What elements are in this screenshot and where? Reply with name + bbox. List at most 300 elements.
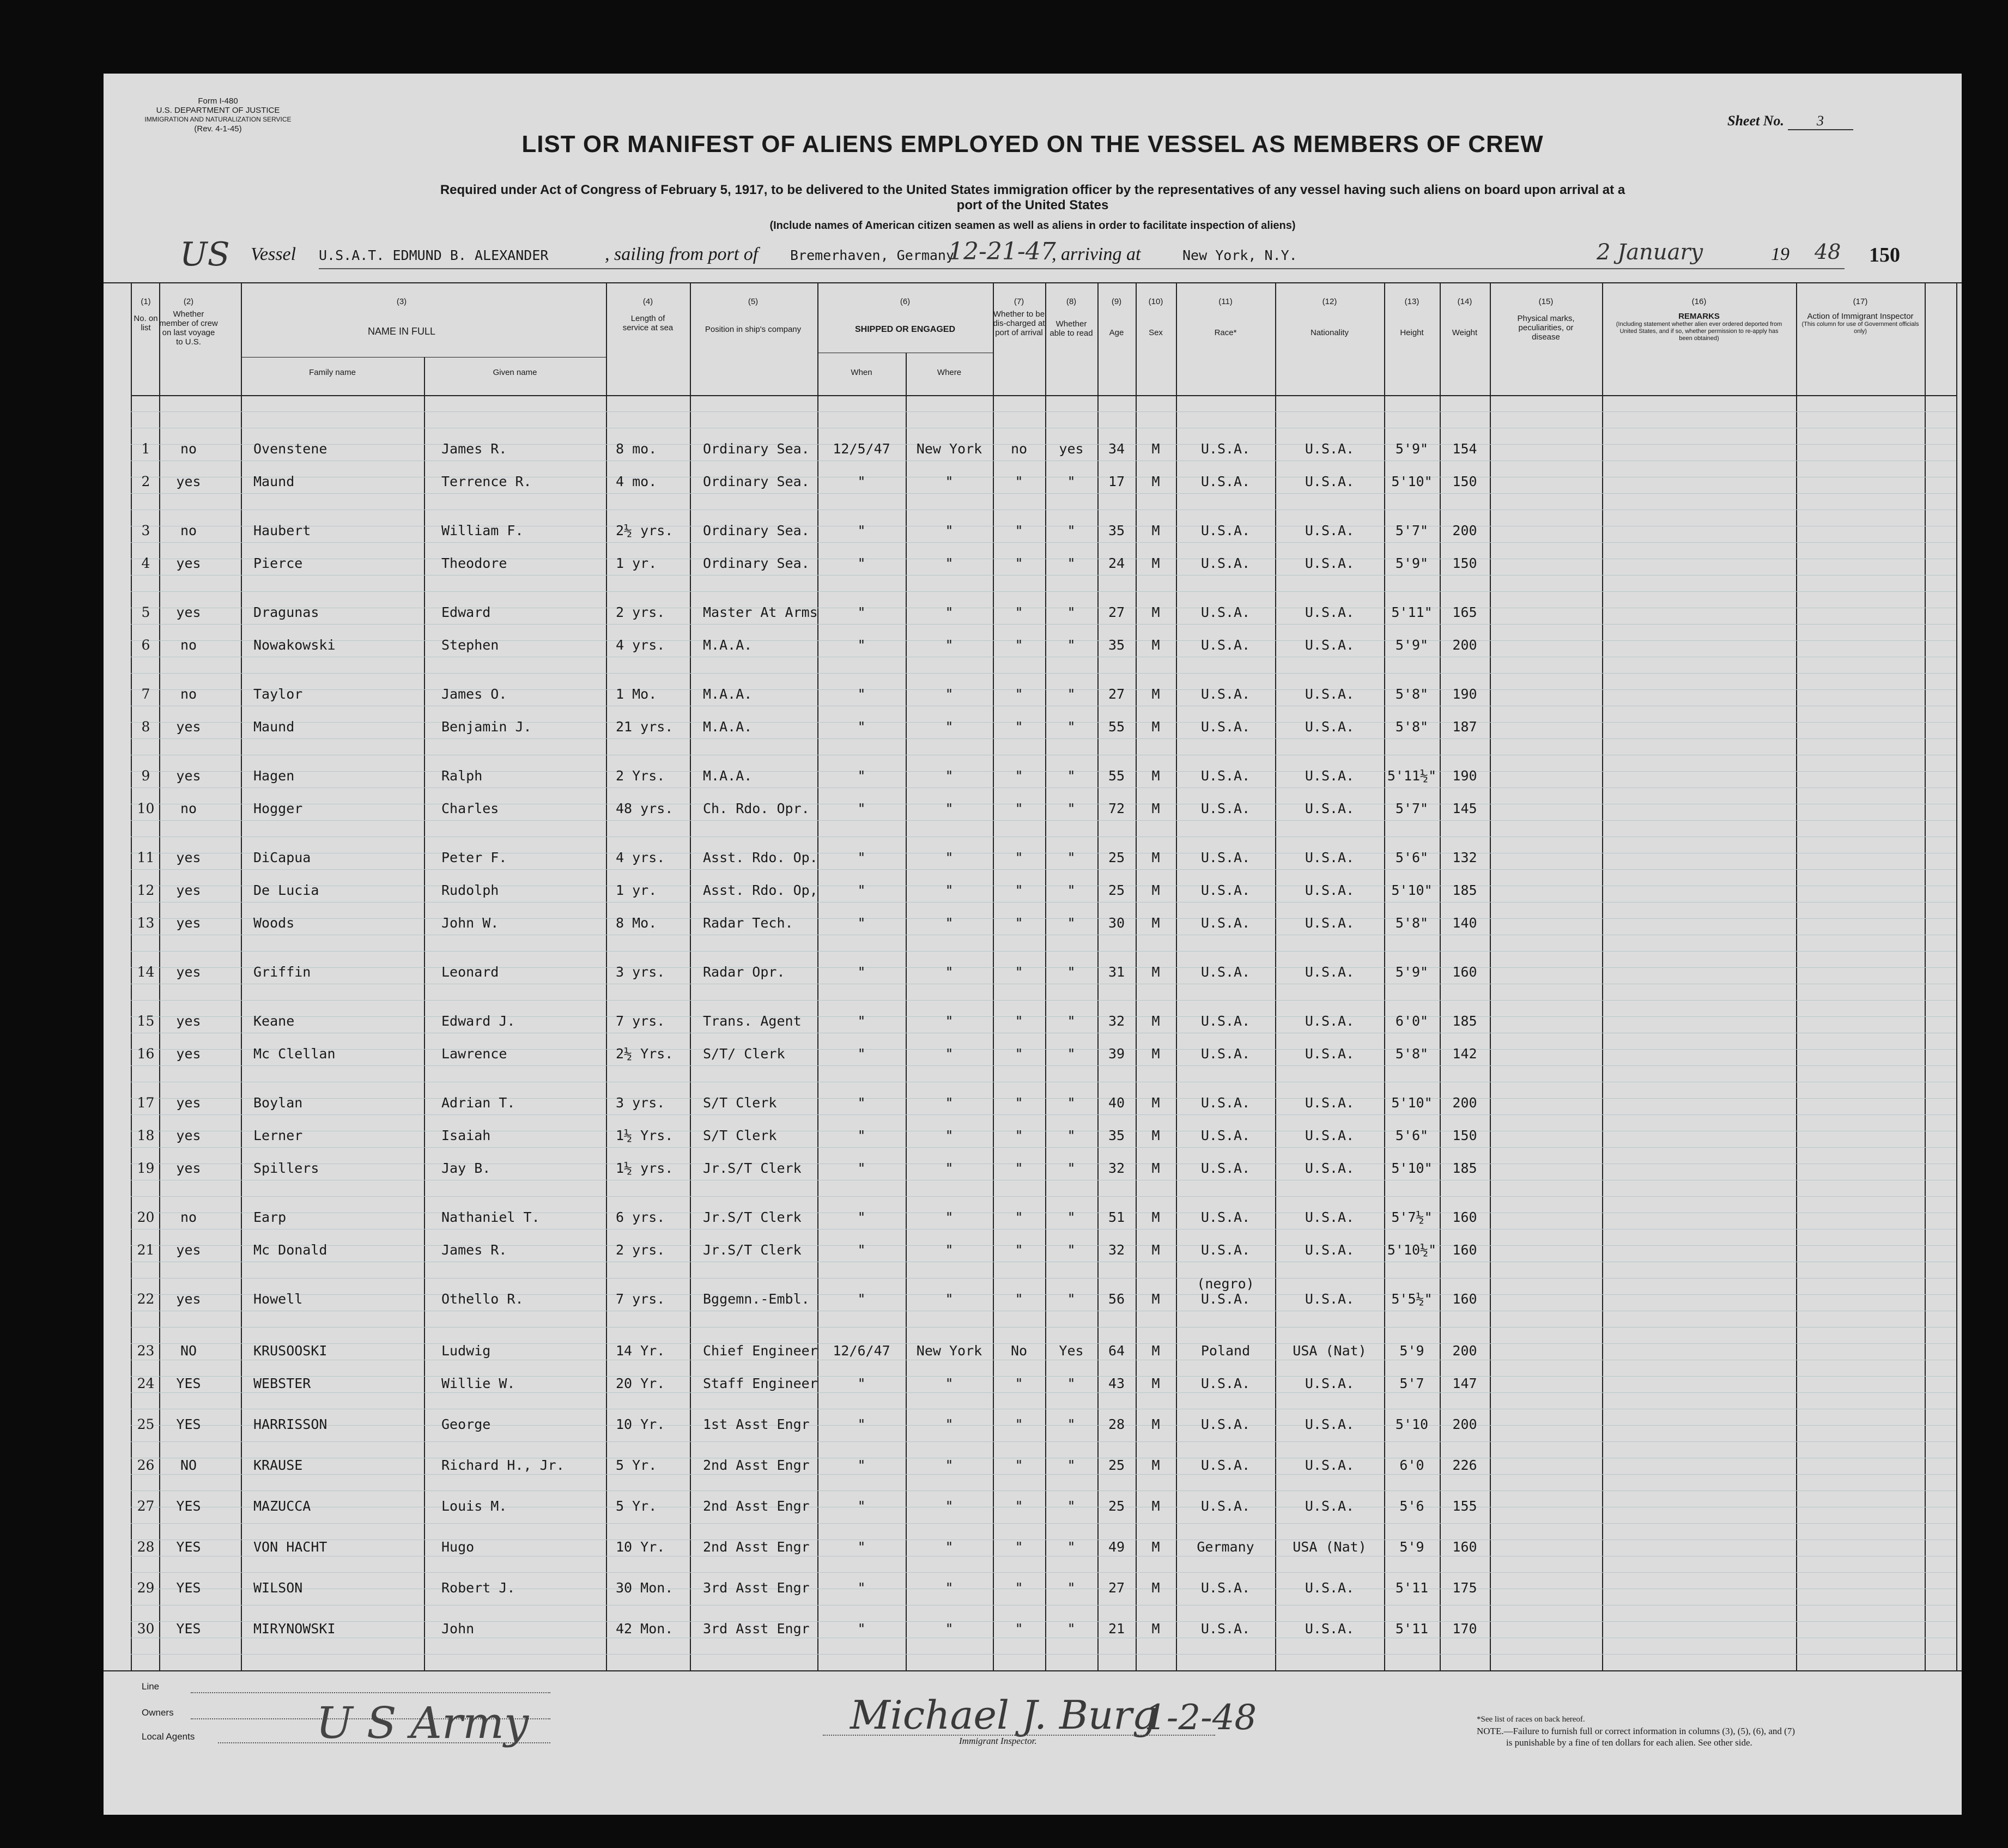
- position-cell: Ch. Rdo. Opr.: [703, 801, 810, 816]
- weight-cell: 155: [1452, 1498, 1477, 1514]
- last-voyage-cell: YES: [176, 1498, 201, 1514]
- height-cell: 5'9": [1395, 964, 1429, 980]
- position-cell: Staff Engineer: [703, 1376, 818, 1391]
- stamp-number: 150: [1869, 244, 1900, 266]
- read-cell: ": [1067, 1498, 1076, 1514]
- header-bottom-rule: [131, 395, 1956, 396]
- form-number: Form I-480: [198, 96, 238, 106]
- shipped-when-cell: ": [857, 964, 866, 980]
- height-cell: 5'10": [1391, 1160, 1433, 1176]
- given-name-cell: John W.: [441, 915, 499, 931]
- service-length-cell: 42 Mon.: [616, 1621, 674, 1637]
- sheet-value: 3: [1788, 113, 1853, 130]
- given-name-cell: Lawrence: [441, 1046, 507, 1062]
- col-1-label: No. on list: [134, 314, 158, 332]
- nationality-cell: U.S.A.: [1305, 801, 1355, 816]
- nationality-cell: U.S.A.: [1305, 1160, 1355, 1176]
- nationality-cell: U.S.A.: [1305, 474, 1355, 489]
- col-4-header: [606, 297, 690, 332]
- last-voyage-cell: YES: [176, 1621, 201, 1637]
- ruled-line: [131, 411, 1956, 412]
- row-number: 9: [141, 768, 150, 784]
- age-cell: 32: [1108, 1242, 1125, 1258]
- include-note: (Include names of American citizen seamen as well as aliens in order to facilitate inspection of aliens): [769, 220, 1296, 232]
- service-length-cell: 1 Mo.: [616, 686, 657, 702]
- col-17-number: (17): [1853, 297, 1868, 306]
- family-name-cell: Dragunas: [253, 604, 319, 620]
- given-name-cell: Nathaniel T.: [441, 1209, 540, 1225]
- position-cell: S/T/ Clerk: [703, 1046, 785, 1062]
- read-cell: ": [1067, 523, 1076, 538]
- nationality-cell: U.S.A.: [1305, 1621, 1355, 1637]
- position-cell: S/T Clerk: [703, 1095, 777, 1111]
- age-cell: 32: [1108, 1013, 1125, 1029]
- race-cell: U.S.A.: [1200, 882, 1251, 898]
- col-12-header: [1275, 297, 1384, 337]
- race-cell: U.S.A.: [1200, 1128, 1251, 1143]
- read-cell: ": [1067, 768, 1076, 784]
- discharged-cell: ": [1015, 1046, 1023, 1062]
- year-value: 48: [1815, 240, 1841, 264]
- read-cell: ": [1067, 604, 1076, 620]
- table-row: [104, 1531, 1962, 1564]
- shipped-when-cell: ": [857, 1095, 866, 1111]
- race-cell: U.S.A.: [1200, 964, 1251, 980]
- col-14-number: (14): [1457, 297, 1472, 306]
- service-length-cell: 2 Yrs.: [616, 768, 665, 784]
- row-number: 28: [137, 1539, 155, 1555]
- col-11-label: Race*: [1214, 328, 1237, 337]
- family-name-cell: Boylan: [253, 1095, 303, 1111]
- shipped-where-cell: ": [945, 1539, 954, 1555]
- table-row: [104, 1153, 1962, 1185]
- nationality-cell: U.S.A.: [1305, 1457, 1355, 1473]
- row-number: 22: [137, 1291, 155, 1307]
- col-5-label: Position in ship's company: [705, 325, 802, 334]
- col-14-label: Weight: [1452, 328, 1478, 337]
- last-voyage-cell: yes: [176, 1095, 201, 1111]
- height-cell: 5'8": [1395, 915, 1429, 931]
- shipped-where-cell: New York: [916, 1343, 982, 1359]
- shipped-where-cell: ": [945, 1416, 954, 1432]
- table-row: [104, 597, 1962, 629]
- given-name-cell: James O.: [441, 686, 507, 702]
- col-13-header: [1384, 297, 1440, 337]
- discharged-cell: ": [1015, 1498, 1023, 1514]
- discharged-cell: ": [1015, 637, 1023, 653]
- family-name-cell: Keane: [253, 1013, 295, 1029]
- position-cell: Master At Arms: [703, 604, 818, 620]
- weight-cell: 185: [1452, 1160, 1477, 1176]
- read-cell: ": [1067, 1539, 1076, 1555]
- col-16-number: (16): [1691, 297, 1707, 306]
- discharged-cell: ": [1015, 1128, 1023, 1143]
- last-voyage-cell: yes: [176, 1160, 201, 1176]
- nationality-cell: U.S.A.: [1305, 441, 1355, 457]
- read-cell: ": [1067, 1160, 1076, 1176]
- age-cell: 49: [1108, 1539, 1125, 1555]
- nationality-cell: U.S.A.: [1305, 1209, 1355, 1225]
- family-name-cell: MAZUCCA: [253, 1498, 311, 1514]
- shipped-when-cell: 12/5/47: [833, 441, 890, 457]
- last-voyage-cell: yes: [176, 1046, 201, 1062]
- discharged-cell: ": [1015, 1209, 1023, 1225]
- family-name-cell: Maund: [253, 474, 295, 489]
- height-cell: 5'6": [1395, 1128, 1429, 1143]
- given-name-cell: Ludwig: [441, 1343, 491, 1359]
- row-number: 24: [137, 1376, 155, 1391]
- family-name-cell: MIRYNOWSKI: [253, 1621, 336, 1637]
- sex-cell: M: [1151, 1160, 1160, 1176]
- sex-cell: M: [1151, 801, 1160, 816]
- row-number: 14: [137, 964, 155, 980]
- race-cell: U.S.A.: [1200, 1291, 1251, 1307]
- shipped-when-cell: ": [857, 604, 866, 620]
- footnotes: [1477, 1714, 1945, 1748]
- col-2-label: Whether member of crew on last voyage to U.S.: [159, 310, 218, 347]
- position-cell: Bggemn.-Embl.: [703, 1291, 810, 1307]
- family-name-cell: Earp: [253, 1209, 287, 1225]
- weight-cell: 160: [1452, 1209, 1477, 1225]
- position-cell: Jr.S/T Clerk: [703, 1209, 802, 1225]
- shipped-where-cell: ": [945, 1128, 954, 1143]
- shipped-when-cell: ": [857, 850, 866, 865]
- table-row: [104, 1572, 1962, 1605]
- col-15-label: Physical marks, peculiarities, or disease: [1517, 314, 1575, 342]
- col-9-number: (9): [1111, 297, 1122, 306]
- table-row: [104, 1450, 1962, 1482]
- given-name-cell: Edward J.: [441, 1013, 515, 1029]
- footnote-fine: is punishable by a fine of ten dollars for each alien. See other side.: [1506, 1737, 1752, 1748]
- read-cell: ": [1067, 801, 1076, 816]
- row-number: 19: [137, 1160, 155, 1176]
- family-name-cell: KRUSOOSKI: [253, 1343, 327, 1359]
- shipped-when-cell: ": [857, 1046, 866, 1062]
- required-line-2: port of the United States: [956, 198, 1109, 213]
- age-cell: 17: [1108, 474, 1125, 489]
- age-cell: 21: [1108, 1621, 1125, 1637]
- race-cell: Germany: [1197, 1539, 1254, 1555]
- read-cell: ": [1067, 1242, 1076, 1258]
- weight-cell: 200: [1452, 637, 1477, 653]
- position-cell: Asst. Rdo. Op.: [703, 850, 818, 865]
- table-row: [104, 842, 1962, 875]
- service-length-cell: 30 Mon.: [616, 1580, 674, 1596]
- shipped-when-cell: ": [857, 1209, 866, 1225]
- vessel-label: Vessel: [251, 244, 296, 264]
- position-cell: Jr.S/T Clerk: [703, 1160, 802, 1176]
- shipped-where-cell: ": [945, 915, 954, 931]
- col-11-header: [1176, 297, 1275, 337]
- discharged-cell: ": [1015, 523, 1023, 538]
- service-length-cell: 3 yrs.: [616, 1095, 665, 1111]
- age-cell: 72: [1108, 801, 1125, 816]
- read-cell: Yes: [1059, 1343, 1084, 1359]
- height-cell: 5'11: [1395, 1621, 1429, 1637]
- nationality-cell: U.S.A.: [1305, 1291, 1355, 1307]
- table-bottom-rule: [104, 1670, 1962, 1671]
- table-row: [104, 1335, 1962, 1368]
- position-cell: Ordinary Sea.: [703, 441, 810, 457]
- col-17-note: (This column for use of Government officials only): [1801, 321, 1919, 335]
- last-voyage-cell: no: [180, 441, 197, 457]
- col-15-header: [1490, 297, 1602, 342]
- nationality-cell: U.S.A.: [1305, 882, 1355, 898]
- age-cell: 25: [1108, 1498, 1125, 1514]
- last-voyage-cell: no: [180, 523, 197, 538]
- service-length-cell: 3 yrs.: [616, 964, 665, 980]
- last-voyage-cell: yes: [176, 768, 201, 784]
- read-cell: ": [1067, 1291, 1076, 1307]
- read-cell: ": [1067, 1416, 1076, 1432]
- age-cell: 43: [1108, 1376, 1125, 1391]
- col-16-note: (Including statement whether alien ever ordered deported from United States, and if so, whether permission to re-apply has been obtained): [1616, 321, 1782, 342]
- given-name-cell: George: [441, 1416, 491, 1432]
- discharged-cell: ": [1015, 1416, 1023, 1432]
- age-cell: 32: [1108, 1160, 1125, 1176]
- age-cell: 31: [1108, 964, 1125, 980]
- family-name-cell: Taylor: [253, 686, 303, 702]
- nationality-cell: U.S.A.: [1305, 768, 1355, 784]
- position-cell: Radar Tech.: [703, 915, 793, 931]
- read-cell: ": [1067, 1095, 1076, 1111]
- read-cell: ": [1067, 474, 1076, 489]
- read-cell: ": [1067, 1128, 1076, 1143]
- service-length-cell: 1½ Yrs.: [616, 1128, 674, 1143]
- row-number: 8: [141, 719, 150, 735]
- given-name-cell: Ralph: [441, 768, 483, 784]
- discharged-cell: ": [1015, 1457, 1023, 1473]
- table-row: [104, 466, 1962, 499]
- read-cell: ": [1067, 1621, 1076, 1637]
- family-name-cell: DiCapua: [253, 850, 311, 865]
- row-number: 25: [137, 1416, 155, 1432]
- col-6-header: [817, 297, 993, 334]
- sex-cell: M: [1151, 637, 1160, 653]
- footnote-note: NOTE.—Failure to furnish full or correct information in columns (3), (5), (6), and (7): [1477, 1726, 1795, 1736]
- read-cell: ": [1067, 964, 1076, 980]
- height-cell: 5'10½": [1387, 1242, 1437, 1258]
- shipped-where-cell: ": [945, 1095, 954, 1111]
- family-name-cell: Pierce: [253, 555, 303, 571]
- table-row: [104, 1234, 1962, 1267]
- shipped-where-cell: ": [945, 604, 954, 620]
- shipped-when-cell: ": [857, 1621, 866, 1637]
- race-cell: U.S.A.: [1200, 1046, 1251, 1062]
- shipped-when-cell: ": [857, 1457, 866, 1473]
- service-length-cell: 10 Yr.: [616, 1416, 665, 1432]
- weight-cell: 185: [1452, 1013, 1477, 1029]
- col-17-header: [1796, 297, 1925, 335]
- family-name-cell: Lerner: [253, 1128, 303, 1143]
- family-name-cell: Spillers: [253, 1160, 319, 1176]
- row-number: 26: [137, 1457, 155, 1473]
- discharged-cell: ": [1015, 686, 1023, 702]
- position-cell: M.A.A.: [703, 768, 753, 784]
- last-voyage-cell: yes: [176, 1128, 201, 1143]
- col-15-number: (15): [1538, 297, 1554, 306]
- col-3-header: [219, 297, 584, 336]
- shipped-when-cell: ": [857, 474, 866, 489]
- race-cell: U.S.A.: [1200, 1376, 1251, 1391]
- col-13-label: Height: [1400, 328, 1424, 337]
- family-name-cell: KRAUSE: [253, 1457, 303, 1473]
- weight-cell: 190: [1452, 686, 1477, 702]
- col-7-label: Whether to be dis-charged at port of arrival: [993, 310, 1045, 337]
- weight-cell: 160: [1452, 1242, 1477, 1258]
- shipped-where-cell: ": [945, 1621, 954, 1637]
- sex-cell: M: [1151, 1376, 1160, 1391]
- height-cell: 5'9: [1399, 1539, 1424, 1555]
- age-cell: 55: [1108, 768, 1125, 784]
- read-cell: ": [1067, 850, 1076, 865]
- position-cell: Chief Engineer: [703, 1343, 818, 1359]
- table-row: [104, 793, 1962, 826]
- row-number: 23: [137, 1343, 155, 1359]
- row-number: 13: [137, 915, 155, 931]
- nationality-cell: U.S.A.: [1305, 719, 1355, 735]
- height-cell: 5'8": [1395, 719, 1429, 735]
- family-name-cell: WEBSTER: [253, 1376, 311, 1391]
- service-length-cell: 7 yrs.: [616, 1013, 665, 1029]
- row-number: 2: [141, 474, 150, 489]
- shipped-when-cell: 12/6/47: [833, 1343, 890, 1359]
- position-cell: Radar Opr.: [703, 964, 785, 980]
- department-name: U.S. DEPARTMENT OF JUSTICE: [156, 106, 280, 115]
- race-note: (negro): [1197, 1276, 1254, 1292]
- discharged-cell: ": [1015, 555, 1023, 571]
- service-length-cell: 8 mo.: [616, 441, 657, 457]
- sex-cell: M: [1151, 915, 1160, 931]
- age-cell: 34: [1108, 441, 1125, 457]
- sex-cell: M: [1151, 1457, 1160, 1473]
- family-name-cell: Hagen: [253, 768, 295, 784]
- race-cell: U.S.A.: [1200, 719, 1251, 735]
- shipped-where-cell: ": [945, 523, 954, 538]
- table-row: [104, 1490, 1962, 1523]
- shipped-when-cell: ": [857, 768, 866, 784]
- manifest-sheet: [104, 74, 1962, 1815]
- read-cell: ": [1067, 1580, 1076, 1596]
- last-voyage-cell: yes: [176, 604, 201, 620]
- service-length-cell: 48 yrs.: [616, 801, 674, 816]
- sheet-number: [1727, 113, 1853, 130]
- ruled-line: [131, 1278, 1956, 1279]
- sex-cell: M: [1151, 1416, 1160, 1432]
- table-top-rule: [104, 282, 1962, 283]
- row-number: 5: [141, 604, 150, 620]
- table-row: [104, 433, 1962, 466]
- race-cell: U.S.A.: [1200, 1160, 1251, 1176]
- race-cell: U.S.A.: [1200, 1013, 1251, 1029]
- read-cell: ": [1067, 686, 1076, 702]
- row-number: 11: [137, 850, 155, 865]
- row-number: 3: [141, 523, 150, 538]
- service-length-cell: 2 yrs.: [616, 604, 665, 620]
- inspector-signature: Michael J. Burg: [850, 1692, 1157, 1738]
- given-name-cell: Rudolph: [441, 882, 499, 898]
- table-row: [104, 1087, 1962, 1120]
- race-cell: U.S.A.: [1200, 441, 1251, 457]
- nationality-cell: U.S.A.: [1305, 1580, 1355, 1596]
- table-row: [104, 629, 1962, 662]
- shipped-where-cell: ": [945, 1160, 954, 1176]
- col-9-header: [1097, 297, 1136, 337]
- sex-cell: M: [1151, 1013, 1160, 1029]
- service-name: IMMIGRATION AND NATURALIZATION SERVICE: [144, 116, 292, 123]
- last-voyage-cell: yes: [176, 850, 201, 865]
- shipped-when-cell: ": [857, 1416, 866, 1432]
- race-cell: U.S.A.: [1200, 637, 1251, 653]
- weight-cell: 160: [1452, 1539, 1477, 1555]
- height-cell: 5'7½": [1391, 1209, 1433, 1225]
- sex-cell: M: [1151, 523, 1160, 538]
- given-name-cell: Jay B.: [441, 1160, 491, 1176]
- last-voyage-cell: yes: [176, 474, 201, 489]
- vessel-prefix-handwritten: US: [180, 235, 230, 274]
- weight-cell: 200: [1452, 523, 1477, 538]
- weight-cell: 132: [1452, 850, 1477, 865]
- nationality-cell: U.S.A.: [1305, 637, 1355, 653]
- sex-cell: M: [1151, 719, 1160, 735]
- sailing-port: Bremerhaven, Germany: [790, 247, 955, 263]
- col-1-number: (1): [141, 297, 151, 306]
- shipped-when-cell: ": [857, 801, 866, 816]
- given-name-cell: James R.: [441, 1242, 507, 1258]
- last-voyage-cell: yes: [176, 555, 201, 571]
- weight-cell: 147: [1452, 1376, 1477, 1391]
- weight-cell: 226: [1452, 1457, 1477, 1473]
- nationality-cell: U.S.A.: [1305, 1095, 1355, 1111]
- arrival-date: 2 January: [1597, 240, 1703, 265]
- table-row: [104, 1038, 1962, 1071]
- weight-cell: 142: [1452, 1046, 1477, 1062]
- sailing-date: 12-21-47: [948, 238, 1056, 265]
- read-cell: ": [1067, 882, 1076, 898]
- sex-cell: M: [1151, 555, 1160, 571]
- shipped-when-cell: ": [857, 555, 866, 571]
- sex-cell: M: [1151, 850, 1160, 865]
- height-cell: 5'6: [1399, 1498, 1424, 1514]
- position-cell: Ordinary Sea.: [703, 523, 810, 538]
- shipped-where-cell: ": [945, 686, 954, 702]
- nationality-cell: USA (Nat): [1293, 1539, 1367, 1555]
- race-cell: U.S.A.: [1200, 801, 1251, 816]
- shipped-where-cell: ": [945, 1580, 954, 1596]
- height-cell: 5'8": [1395, 686, 1429, 702]
- nationality-cell: USA (Nat): [1293, 1343, 1367, 1359]
- given-name-cell: Benjamin J.: [441, 719, 532, 735]
- table-row: [104, 711, 1962, 744]
- sex-cell: M: [1151, 882, 1160, 898]
- discharged-cell: ": [1015, 719, 1023, 735]
- ruled-line: [131, 673, 1956, 674]
- age-cell: 64: [1108, 1343, 1125, 1359]
- table-row: [104, 678, 1962, 711]
- discharged-cell: ": [1015, 474, 1023, 489]
- read-cell: ": [1067, 1046, 1076, 1062]
- discharged-cell: no: [1010, 441, 1028, 457]
- table-row: [104, 1409, 1962, 1441]
- given-name-cell: Hugo: [441, 1539, 475, 1555]
- height-cell: 6'0": [1395, 1013, 1429, 1029]
- weight-cell: 150: [1452, 1128, 1477, 1143]
- shipped-where-cell: ": [945, 1242, 954, 1258]
- service-length-cell: 8 Mo.: [616, 915, 657, 931]
- ruled-line: [131, 1523, 1956, 1524]
- table-row: [104, 1613, 1962, 1646]
- ruled-line: [131, 591, 1956, 592]
